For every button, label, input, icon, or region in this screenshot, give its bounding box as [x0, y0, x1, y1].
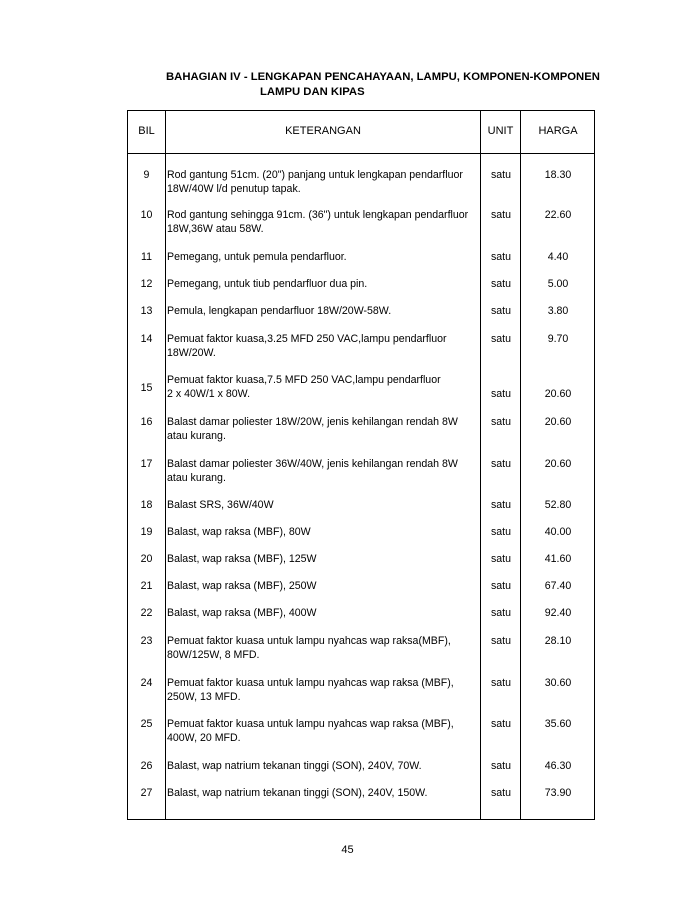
row-unit: satu — [490, 635, 512, 647]
row-unit: satu — [490, 388, 512, 400]
row-keterangan: Rod gantung 51cm. (20") panjang untuk lengkapan pendarfluor 18W/40W l/d penutup tapak. — [167, 169, 463, 195]
row-keterangan: Pemuat faktor kuasa,3.25 MFD 250 VAC,lampu pendarfluor 18W/20W. — [167, 333, 447, 359]
price-table — [127, 110, 595, 820]
row-keterangan: Pemuat faktor kuasa untuk lampu nyahcas wap raksa(MBF), 80W/125W, 8 MFD. — [167, 635, 451, 661]
section-title — [166, 70, 626, 100]
row-bil: 15 — [140, 382, 153, 394]
row-keterangan: Pemuat faktor kuasa untuk lampu nyahcas wap raksa (MBF), 250W, 13 MFD. — [167, 677, 454, 703]
row-harga: 52.80 — [544, 499, 572, 511]
row-harga: 20.60 — [544, 388, 572, 400]
row-keterangan: Pemuat faktor kuasa untuk lampu nyahcas wap raksa (MBF), 400W, 20 MFD. — [167, 718, 454, 744]
row-harga: 20.60 — [544, 416, 572, 428]
row-keterangan: Balast, wap raksa (MBF), 125W — [167, 553, 317, 565]
row-unit: satu — [490, 416, 512, 428]
row-harga: 4.40 — [547, 251, 569, 263]
row-unit: satu — [490, 787, 512, 799]
row-keterangan: Balast, wap raksa (MBF), 80W — [167, 526, 311, 538]
row-unit: satu — [490, 169, 512, 181]
row-bil: 27 — [140, 787, 153, 799]
row-keterangan: Balast damar poliester 18W/20W, jenis kehilangan rendah 8W atau kurang. — [167, 416, 458, 442]
row-harga: 92.40 — [544, 607, 572, 619]
row-unit: satu — [490, 499, 512, 511]
table-header — [128, 111, 594, 154]
row-unit: satu — [490, 458, 512, 470]
row-harga: 22.60 — [544, 209, 572, 221]
row-keterangan: Balast damar poliester 36W/40W, jenis kehilangan rendah 8W atau kurang. — [167, 458, 458, 484]
row-harga: 67.40 — [544, 580, 572, 592]
page-number: 45 — [341, 844, 354, 856]
row-keterangan: Pemegang, untuk pemula pendarfluor. — [167, 251, 347, 263]
row-unit: satu — [490, 278, 512, 290]
section-title-line1: BAHAGIAN IV - LENGKAPAN PENCAHAYAAN, LAMPU, KOMPONEN-KOMPONEN — [166, 71, 600, 83]
row-unit: satu — [490, 526, 512, 538]
row-harga: 46.30 — [544, 760, 572, 772]
row-bil: 9 — [143, 169, 150, 181]
header-unit: UNIT — [487, 125, 514, 137]
row-harga: 5.00 — [547, 278, 569, 290]
row-keterangan: Balast, wap raksa (MBF), 400W — [167, 607, 317, 619]
row-bil: 25 — [140, 718, 153, 730]
row-bil: 19 — [140, 526, 153, 538]
row-harga: 9.70 — [547, 333, 569, 345]
row-bil: 16 — [140, 416, 153, 428]
row-harga: 73.90 — [544, 787, 572, 799]
header-harga: HARGA — [538, 125, 578, 137]
row-unit: satu — [490, 677, 512, 689]
row-unit: satu — [490, 305, 512, 317]
table-body — [128, 153, 594, 819]
header-keterangan: KETERANGAN — [285, 125, 361, 137]
row-bil: 13 — [140, 305, 153, 317]
header-bil: BIL — [138, 125, 155, 137]
row-bil: 26 — [140, 760, 153, 772]
row-unit: satu — [490, 607, 512, 619]
row-keterangan: Pemegang, untuk tiub pendarfluor dua pin. — [167, 278, 368, 290]
row-unit: satu — [490, 333, 512, 345]
row-bil: 23 — [140, 635, 153, 647]
row-keterangan: Balast, wap natrium tekanan tinggi (SON), 240V, 70W. — [167, 760, 422, 772]
row-keterangan: Pemula, lengkapan pendarfluor 18W/20W-58W. — [167, 305, 392, 317]
row-harga: 3.80 — [547, 305, 569, 317]
row-keterangan: Balast, wap natrium tekanan tinggi (SON), 240V, 150W. — [167, 787, 428, 799]
row-bil: 17 — [140, 458, 153, 470]
row-bil: 18 — [140, 499, 153, 511]
row-bil: 12 — [140, 278, 153, 290]
row-unit: satu — [490, 251, 512, 263]
row-keterangan: Rod gantung sehingga 91cm. (36") untuk lengkapan pendarfluor 18W,36W atau 58W. — [167, 209, 469, 235]
row-bil: 10 — [140, 209, 153, 221]
row-harga: 35.60 — [544, 718, 572, 730]
row-harga: 41.60 — [544, 553, 572, 565]
row-unit: satu — [490, 209, 512, 221]
row-unit: satu — [490, 580, 512, 592]
row-bil: 11 — [141, 251, 152, 263]
row-bil: 14 — [140, 333, 153, 345]
row-bil: 24 — [140, 677, 153, 689]
row-unit: satu — [490, 553, 512, 565]
row-bil: 21 — [140, 580, 153, 592]
row-harga: 18.30 — [544, 169, 572, 181]
row-keterangan: Pemuat faktor kuasa,7.5 MFD 250 VAC,lampu pendarfluor 2 x 40W/1 x 80W. — [167, 374, 441, 400]
row-unit: satu — [490, 718, 512, 730]
row-harga: 28.10 — [544, 635, 572, 647]
row-harga: 20.60 — [544, 458, 572, 470]
row-bil: 20 — [140, 553, 153, 565]
row-bil: 22 — [140, 607, 153, 619]
row-unit: satu — [490, 760, 512, 772]
row-keterangan: Balast SRS, 36W/40W — [167, 499, 274, 511]
row-harga: 40.00 — [544, 526, 572, 538]
row-harga: 30.60 — [544, 677, 572, 689]
section-title-line2: LAMPU DAN KIPAS — [260, 86, 365, 98]
row-keterangan: Balast, wap raksa (MBF), 250W — [167, 580, 317, 592]
